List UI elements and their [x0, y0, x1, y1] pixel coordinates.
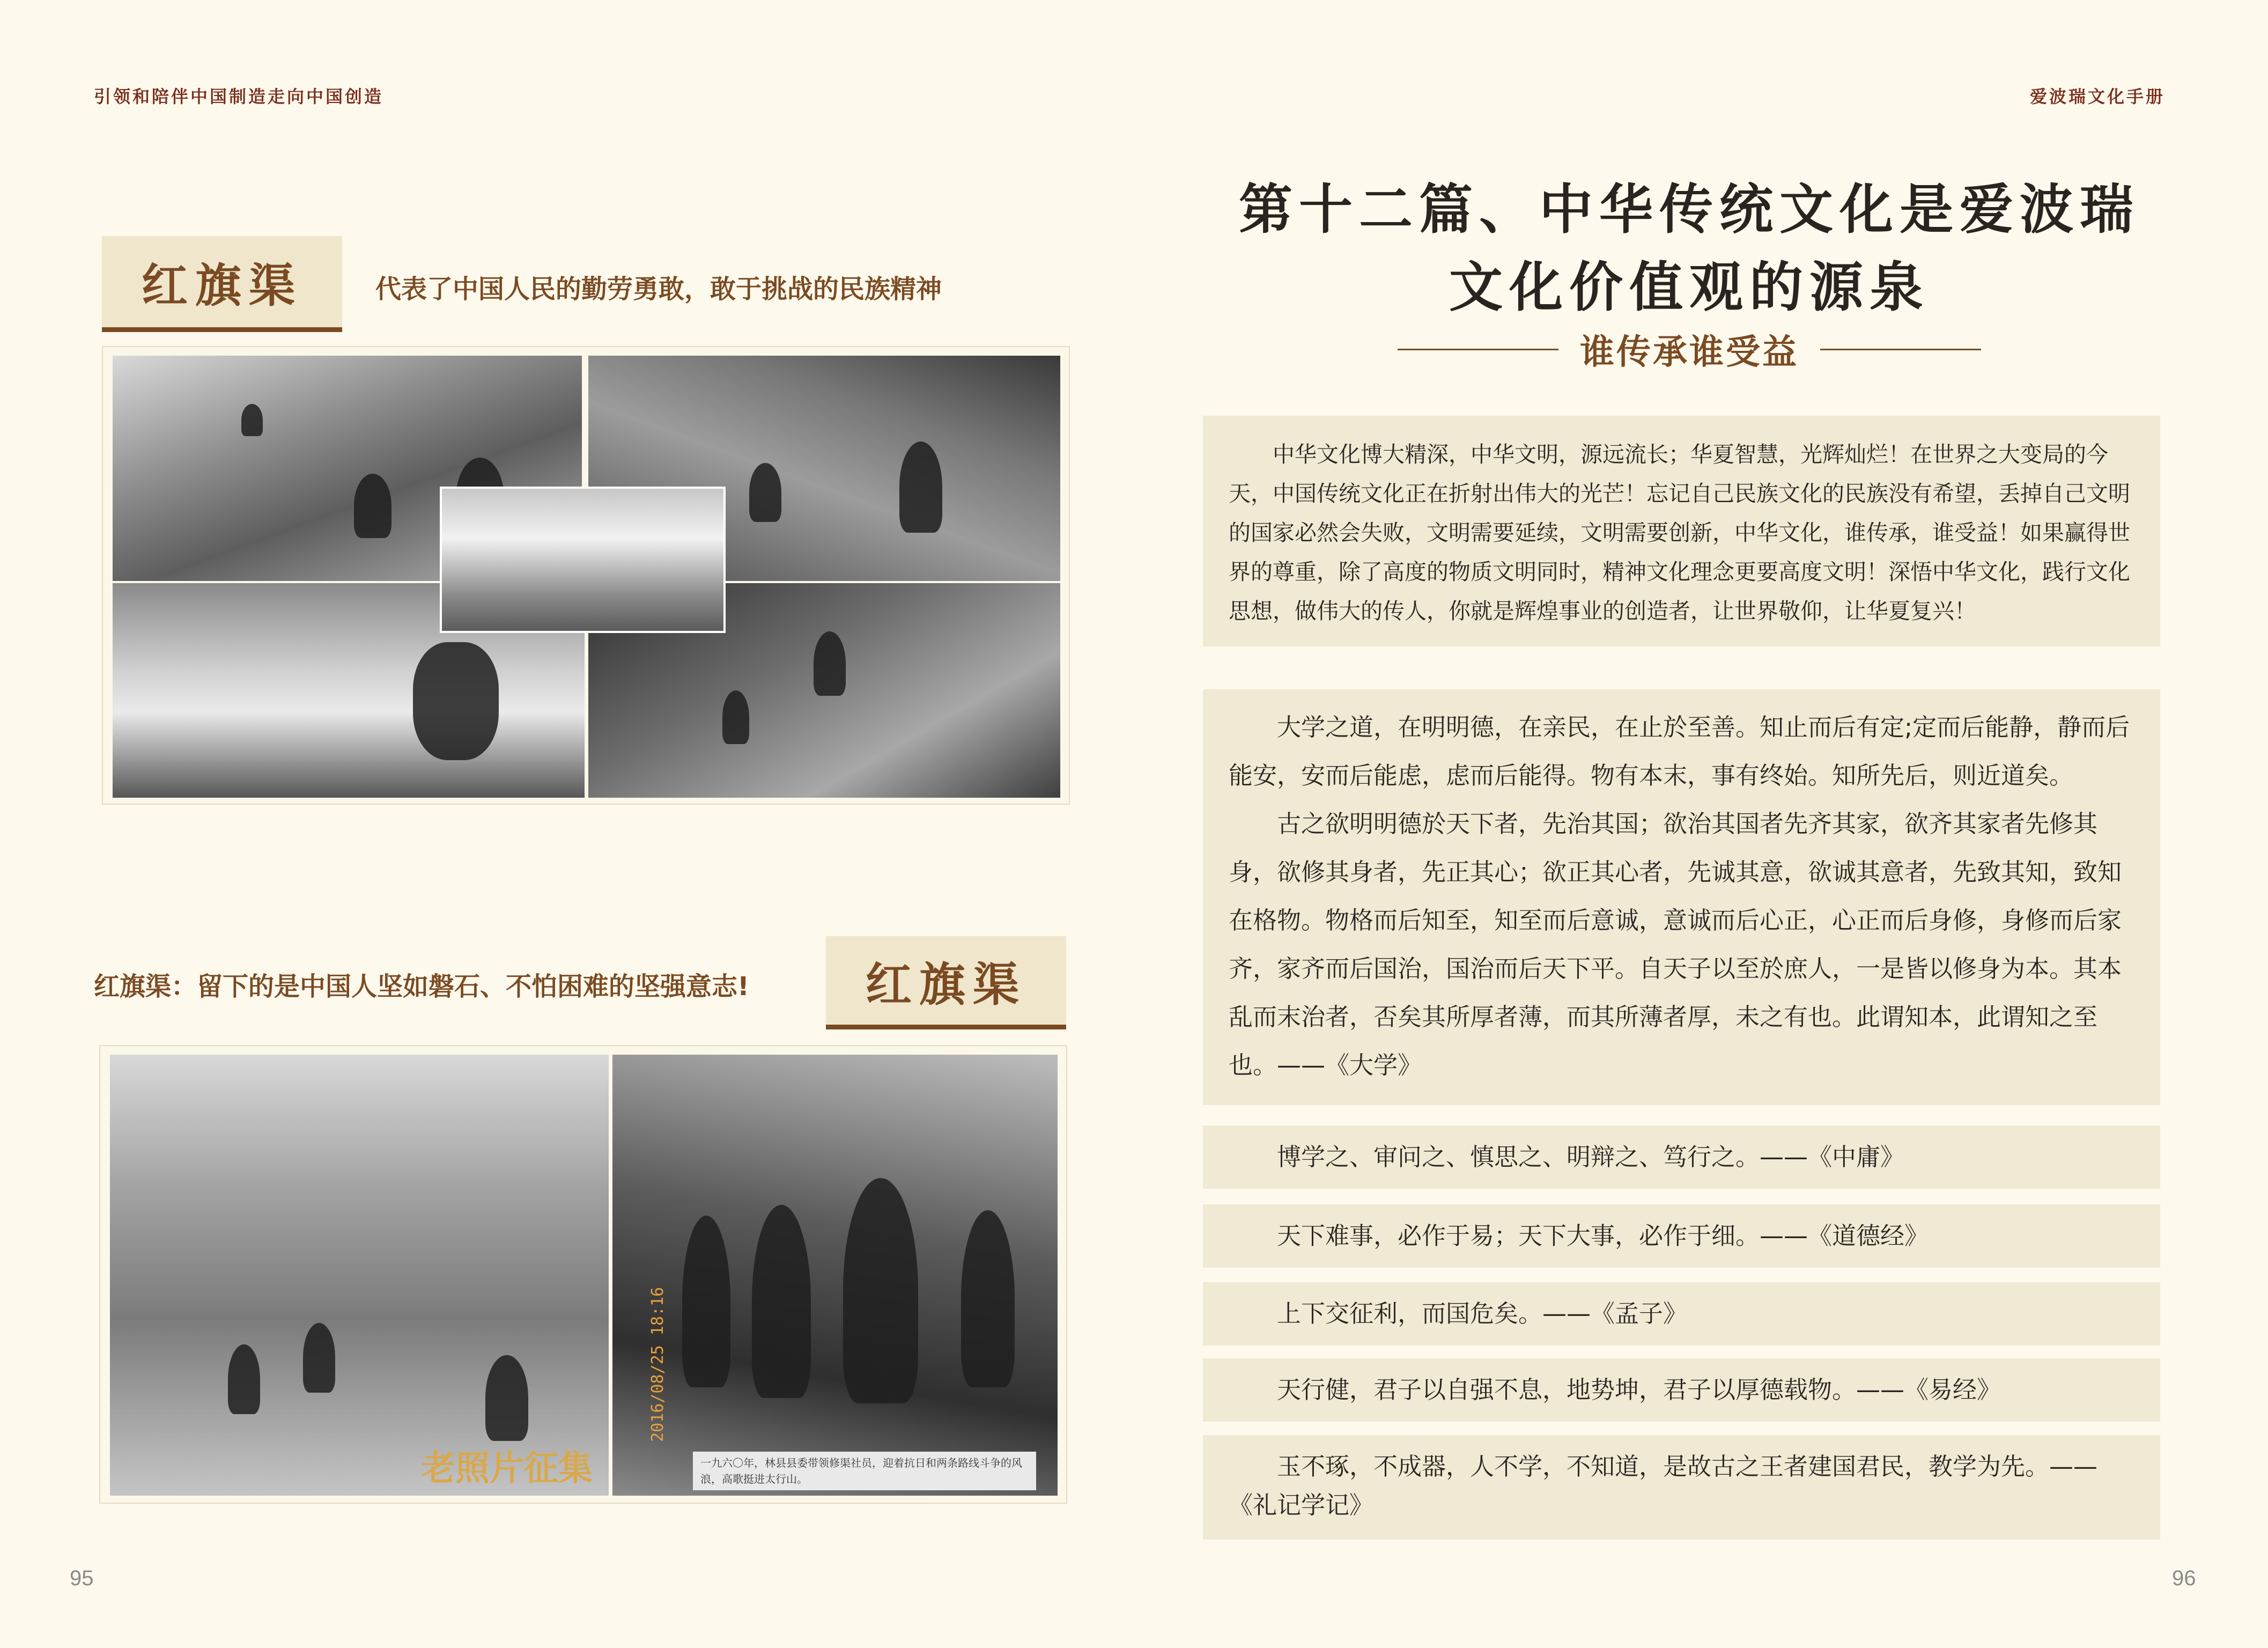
chapter-title-line1: 第十二篇、中华传统文化是爱波瑞	[1239, 178, 2140, 241]
quote-zhongyong: 博学之、审问之、慎思之、明辩之、笃行之。——《中庸》	[1277, 1143, 1905, 1171]
right-page-number: 96	[2172, 1566, 2196, 1590]
left-page-number: 95	[70, 1566, 94, 1590]
subtitle: 谁传承谁受益	[1580, 333, 1799, 372]
section1-tag: 红旗渠	[102, 236, 342, 332]
photo-timestamp: 2016/08/25 18:16	[648, 1287, 667, 1442]
quote-liji: 玉不琢，不成器，人不学，不知道，是故古之王者建国君民，教学为先。——《礼记学记》	[1229, 1452, 2098, 1519]
photo-ceremony-stage	[440, 487, 726, 633]
left-header: 引领和陪伴中国制造走向中国创造	[94, 86, 384, 107]
quote-panel-yijing	[1203, 1358, 2160, 1422]
daxue-paragraph-1: 大学之道，在明明德，在亲民，在止於至善。知止而后有定;定而后能静，静而后能安，安而后能虑，虑而后能得。物有本末，事有终始。知所先后，则近道矣。	[1229, 713, 2130, 790]
intro-panel	[1203, 416, 2160, 646]
subtitle-row	[1180, 325, 2199, 374]
intro-paragraph: 中华文化博大精深，中华文明，源远流长；华夏智慧，光辉灿烂！在世界之大变局的今天，中国传统文化正在折射出伟大的光芒！忘记自己民族文化的民族没有希望，丢掉自己文明的国家必然会失败，文明需要延续，文明需要创新，中华文化，谁传承，谁受益！如果赢得世界的尊重，除了高度的物质文明同时，精神文化理念更要高度文明！深悟中华文化，践行文化思想，做伟大的传人，你就是辉煌事业的创造者，让世界敬仰，让华夏复兴！	[1229, 442, 2130, 624]
quote-panel-liji	[1203, 1435, 2160, 1540]
quote-daodejing: 天下难事，必作于易；天下大事，必作于细。——《道德经》	[1277, 1222, 1929, 1250]
quote-panel-daodejing	[1203, 1204, 2160, 1268]
chapter-title-line2: 文化价值观的源泉	[1449, 255, 1930, 319]
quote-panel-zhongyong	[1203, 1125, 2160, 1189]
section1-caption: 代表了中国人民的勤劳勇敢，敢于挑战的民族精神	[375, 274, 942, 304]
photo-collage-2	[99, 1045, 1067, 1504]
subtitle-line-right	[1820, 349, 1981, 350]
subtitle-line-left	[1398, 349, 1558, 350]
old-photo-logo: 老照片征集	[421, 1448, 593, 1489]
section2-tag: 红旗渠	[826, 936, 1066, 1029]
quote-panel-mengzi	[1203, 1282, 2160, 1345]
quote-yijing: 天行健，君子以自强不息，地势坤，君子以厚德载物。——《易经》	[1277, 1375, 2001, 1404]
photo-marching-workers	[612, 1055, 1058, 1496]
daxue-panel	[1203, 689, 2160, 1105]
section2-caption: 红旗渠：留下的是中国人坚如磐石、不怕困难的坚强意志!	[94, 972, 749, 1002]
photo-carts-workers	[110, 1055, 609, 1496]
right-header: 爱波瑞文化手册	[2030, 86, 2166, 107]
daxue-paragraph-2: 古之欲明明德於天下者，先治其国；欲治其国者先齐其家，欲齐其家者先修其身，欲修其身者，先正其心；欲正其心者，先诚其意，欲诚其意者，先致其知，致知在格物。物格而后知至，知至而后意诚，意诚而后心正，心正而后身修，身修而后家齐，家齐而后国治，国治而后天下平。自天子以至於庶人，一是皆以修身为本。其本乱而末治者，否矣其所厚者薄，而其所薄者厚，未之有也。此谓知本，此谓知之至也。——《大学》	[1229, 810, 2122, 1079]
photo-caption-strip: 一九六〇年，林县县委带领修渠社员，迎着抗日和两条路线斗争的风浪，高歌挺进太行山。	[693, 1452, 1036, 1490]
photo-collage-1	[102, 346, 1070, 805]
quote-mengzi: 上下交征利，而国危矣。——《孟子》	[1277, 1299, 1688, 1328]
